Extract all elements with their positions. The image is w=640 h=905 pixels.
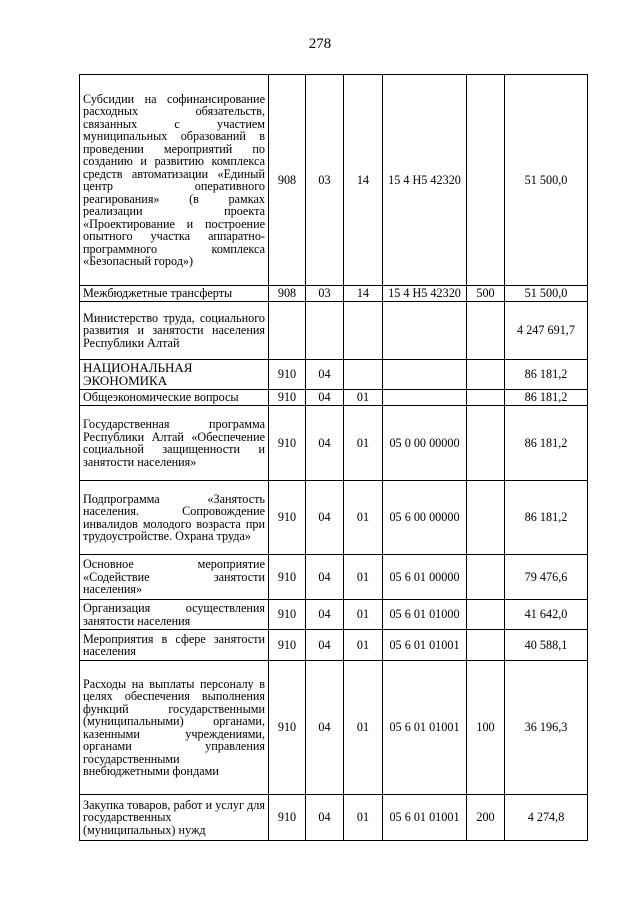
section-code: 04 — [306, 390, 344, 406]
page-number: 278 — [308, 36, 332, 52]
row-name: Подпрограмма «Занятость населения. Сопровождение инвалидов молодого возраста при трудоустройстве. Охрана труда» — [80, 481, 269, 555]
row-name: Государственная программа Республики Алтай «Обеспечение социальной защищенности и занятости населения» — [80, 406, 269, 481]
amount: 79 476,6 — [505, 555, 588, 600]
amount: 40 588,1 — [505, 630, 588, 661]
subsection-code — [344, 360, 383, 390]
subsection-code: 01 — [344, 481, 383, 555]
expense-type-code — [467, 360, 505, 390]
subsection-code: 01 — [344, 795, 383, 841]
subsection-code: 01 — [344, 630, 383, 661]
amount: 86 181,2 — [505, 481, 588, 555]
row-name: Общеэкономические вопросы — [80, 390, 269, 406]
section-code: 04 — [306, 555, 344, 600]
target-code: 05 6 01 01000 — [383, 600, 467, 630]
target-code — [383, 360, 467, 390]
ministry-code: 908 — [269, 75, 306, 286]
ministry-code: 910 — [269, 555, 306, 600]
expense-type-code — [467, 390, 505, 406]
table-row — [80, 600, 588, 630]
expense-type-code — [467, 75, 505, 286]
ministry-code: 910 — [269, 600, 306, 630]
target-code — [383, 390, 467, 406]
subsection-code: 01 — [344, 661, 383, 795]
expense-type-code — [467, 481, 505, 555]
table-row — [80, 286, 588, 302]
subsection-code: 14 — [344, 75, 383, 286]
section-code: 04 — [306, 360, 344, 390]
subsection-code: 01 — [344, 390, 383, 406]
amount: 36 196,3 — [505, 661, 588, 795]
amount: 41 642,0 — [505, 600, 588, 630]
section-code: 04 — [306, 630, 344, 661]
subsection-code: 01 — [344, 555, 383, 600]
amount: 51 500,0 — [505, 75, 588, 286]
ministry-code: 910 — [269, 406, 306, 481]
target-code: 05 6 01 00000 — [383, 555, 467, 600]
ministry-code: 910 — [269, 661, 306, 795]
row-name: Основное мероприятие «Содействие занятости населения» — [80, 555, 269, 600]
section-code: 04 — [306, 795, 344, 841]
amount: 86 181,2 — [505, 360, 588, 390]
row-name: Межбюджетные трансферты — [80, 286, 269, 302]
ministry-code: 910 — [269, 360, 306, 390]
row-name: НАЦИОНАЛЬНАЯ ЭКОНОМИКА — [80, 360, 269, 390]
expense-type-code: 500 — [467, 286, 505, 302]
subsection-code: 01 — [344, 600, 383, 630]
expense-type-code — [467, 600, 505, 630]
table-row — [80, 302, 588, 360]
amount: 51 500,0 — [505, 286, 588, 302]
target-code: 05 6 01 01001 — [383, 795, 467, 841]
expense-type-code: 200 — [467, 795, 505, 841]
ministry-code: 910 — [269, 481, 306, 555]
amount: 86 181,2 — [505, 390, 588, 406]
ministry-code: 910 — [269, 390, 306, 406]
section-code: 03 — [306, 286, 344, 302]
table-row — [80, 555, 588, 600]
section-code: 04 — [306, 481, 344, 555]
subsection-code — [344, 302, 383, 360]
section-code: 03 — [306, 75, 344, 286]
subsection-code: 01 — [344, 406, 383, 481]
target-code: 15 4 Н5 42320 — [383, 75, 467, 286]
row-name: Субсидии на софинансирование расходных обязательств, связанных с участием муниципальных образований в проведении мероприятий по созданию и развитию комплекса средств автоматизации «Единый центр оперативного реагирования» (в рамках реализации проекта «Проектирование и построение опытного участка аппаратно-программного комплекса «Безопасный город») — [80, 75, 269, 286]
amount: 4 247 691,7 — [505, 302, 588, 360]
subsection-code: 14 — [344, 286, 383, 302]
table-row — [80, 630, 588, 661]
target-code: 05 6 00 00000 — [383, 481, 467, 555]
section-code — [306, 302, 344, 360]
expense-type-code — [467, 630, 505, 661]
section-code: 04 — [306, 661, 344, 795]
row-name: Министерство труда, социального развития и занятости населения Республики Алтай — [80, 302, 269, 360]
row-name: Закупка товаров, работ и услуг для государственных (муниципальных) нужд — [80, 795, 269, 841]
table-row — [80, 661, 588, 795]
target-code: 05 6 01 01001 — [383, 661, 467, 795]
ministry-code: 910 — [269, 630, 306, 661]
expense-type-code: 100 — [467, 661, 505, 795]
row-name: Мероприятия в сфере занятости населения — [80, 630, 269, 661]
ministry-code: 910 — [269, 795, 306, 841]
expense-type-code — [467, 555, 505, 600]
amount: 4 274,8 — [505, 795, 588, 841]
target-code: 15 4 Н5 42320 — [383, 286, 467, 302]
table-row — [80, 406, 588, 481]
expense-type-code — [467, 406, 505, 481]
section-code: 04 — [306, 600, 344, 630]
row-name: Расходы на выплаты персоналу в целях обеспечения выполнения функций государственными (муниципальными) органами, казенными учреждениями, органами управления государственными внебюджетными фондами — [80, 661, 269, 795]
section-code: 04 — [306, 406, 344, 481]
ministry-code: 908 — [269, 286, 306, 302]
table-row — [80, 390, 588, 406]
target-code: 05 6 01 01001 — [383, 630, 467, 661]
row-name: Организация осуществления занятости населения — [80, 600, 269, 630]
ministry-code — [269, 302, 306, 360]
target-code: 05 0 00 00000 — [383, 406, 467, 481]
table-row — [80, 795, 588, 841]
expense-type-code — [467, 302, 505, 360]
table-row — [80, 481, 588, 555]
amount: 86 181,2 — [505, 406, 588, 481]
budget-table — [79, 74, 588, 841]
target-code — [383, 302, 467, 360]
table-row — [80, 75, 588, 286]
table-row — [80, 360, 588, 390]
